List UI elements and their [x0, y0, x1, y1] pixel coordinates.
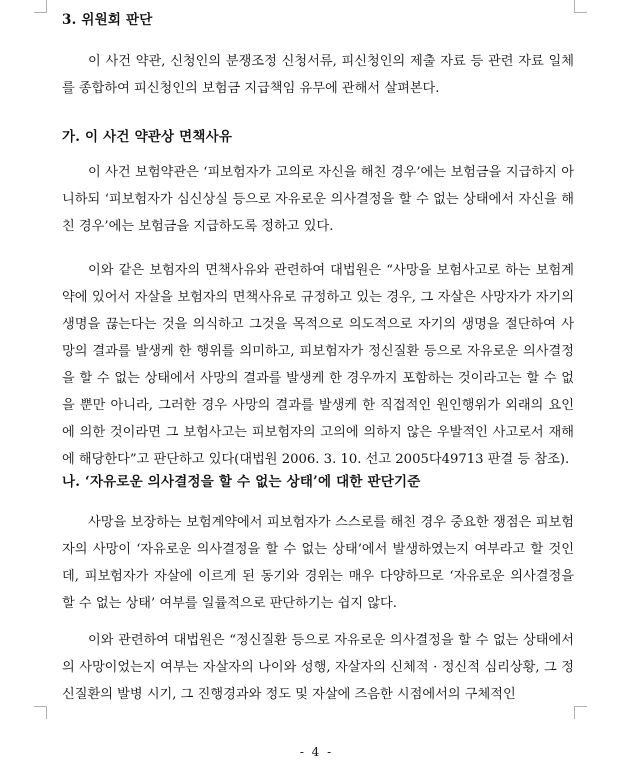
- page-number: - 4 -: [299, 745, 334, 759]
- subsection-a-paragraph-1: [62, 159, 574, 240]
- subsection-a-title: 가. 이 사건 약관상 면책사유: [62, 129, 233, 145]
- intro-paragraph-text: 이 사건 약관, 신청인의 분쟁조정 신청서류, 피신청인의 제출 자료 등 관련 자료 일체를 종합하여 피신청인의 보험금 지급책임 유무에 관해서 살펴본다.: [62, 54, 574, 96]
- section-title: 3. 위원회 판단: [62, 12, 153, 28]
- subsection-b-paragraph-1: [62, 509, 574, 617]
- paragraph-text: 사망을 보장하는 보험계약에서 피보험자가 스스로를 해친 경우 중요한 쟁점은 피보험자의 사망이 ‘자유로운 의사결정을 할 수 없는 상태’에서 발생하였는지 여부라고 할 것인데, 피보험자가 자살에 이르게 된 동기와 경위는 매우 다양하므로 ‘자유로운 의사결정을 할 수 없는 상태’ 여부를 일률적으로 판단하기는 쉽지 않다.: [62, 515, 574, 611]
- paragraph-text: 이와 같은 보험자의 면책사유와 관련하여 대법원은 “사망을 보험사고로 하는 보험계약에 있어서 자살을 보험자의 면책사유로 규정하고 있는 경우, 그 자살은 사망자가 자기의 생명을 끊는다는 것을 의식하고 그것을 목적으로 의도적으로 자기의 생명을 절단하여 사망의 결과를 발생케 한 행위를 의미하고, 피보험자가 정신질환 등으로 자유로운 의사결정을 할 수 없는 상태에서 사망의 결과를 발생케 한 경우까지 포함하는 것이라고는 할 수 없을 뿐만 아니라, 그러한 경우 사망의 결과를 발생케 한 직접적인 원인행위가 외래의 요인에 의한 것이라면 그 보험사고는 피보험자의 고의에 의하지 않은 우발적인 사고로서 재해에 해당한다”고 판단하고 있다(대법원 2006. 3. 10. 선고 2005다49713 판결 등 참조).: [62, 263, 574, 467]
- crop-mark-bottom-left: [34, 706, 47, 719]
- paragraph-text: 이 사건 보험약관은 ‘피보험자가 고의로 자신을 해친 경우’에는 보험금을 지급하지 아니하되 ‘피보험자가 심신상실 등으로 자유로운 의사결정을 할 수 없는 상태에서 자신을 해친 경우’에는 보험금을 지급하도록 정하고 있다.: [62, 165, 574, 234]
- intro-paragraph: [62, 48, 574, 102]
- crop-mark-bottom-right: [574, 706, 587, 719]
- crop-mark-top-right: [574, 0, 587, 13]
- subsection-b-paragraph-2: [62, 627, 574, 708]
- subsection-b-title: 나. ‘자유로운 의사결정을 할 수 없는 상태’에 대한 판단기준: [62, 474, 421, 490]
- crop-mark-top-left: [34, 0, 47, 13]
- paragraph-text: 이와 관련하여 대법원은 “정신질환 등으로 자유로운 의사결정을 할 수 없는 상태에서의 사망이었는지 여부는 자살자의 나이와 성행, 자살자의 신체적 · 정신적 심리상황, 그 정신질환의 발병 시기, 그 진행경과와 정도 및 자살에 즈음한 시점에서의 구체적인: [62, 633, 574, 702]
- subsection-a-paragraph-2: [62, 257, 574, 473]
